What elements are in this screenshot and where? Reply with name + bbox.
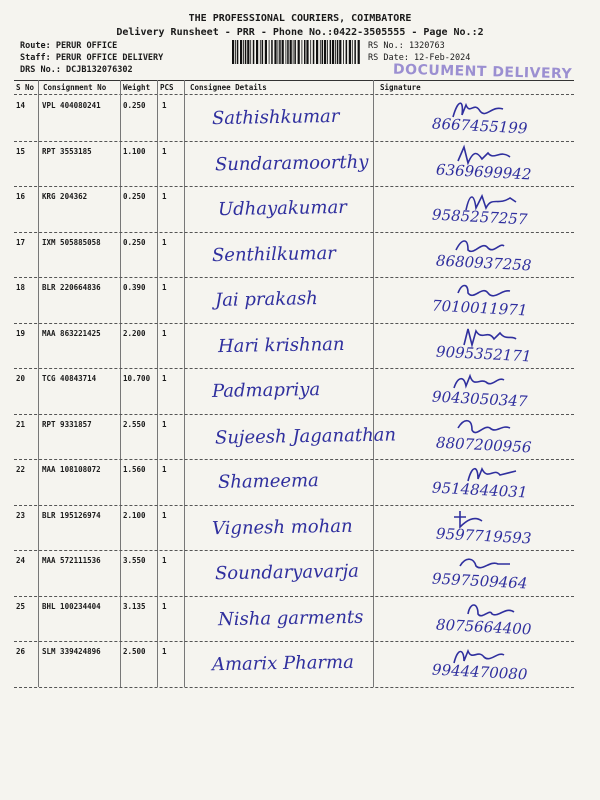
row-consignment-no: MAA 108108072 xyxy=(42,465,101,474)
row-weight: 3.550 xyxy=(123,556,146,565)
row-weight: 2.550 xyxy=(123,419,146,429)
row-weight: 0.250 xyxy=(123,101,146,110)
row-sno: 25 xyxy=(16,601,26,611)
row-pcs: 1 xyxy=(162,328,167,338)
row-pcs: 1 xyxy=(162,465,167,474)
company-title: THE PROFESSIONAL COURIERS, COIMBATORE xyxy=(188,13,412,24)
route-label: Route: PERUR OFFICE xyxy=(20,41,118,51)
row-pcs: 1 xyxy=(162,419,167,429)
row-consignment-no: TCG 40843714 xyxy=(42,374,97,383)
row-consignee-name: Shameema xyxy=(217,470,320,493)
col-header-consignment: Consignment No xyxy=(43,83,107,92)
signature-scribble xyxy=(454,416,514,442)
row-phone: 9944470080 xyxy=(431,660,528,684)
row-divider xyxy=(14,459,574,460)
document-delivery-stamp: DOCUMENT DELIVERY xyxy=(392,61,573,83)
row-weight: 3.135 xyxy=(123,601,146,611)
signature-scribble xyxy=(448,97,508,123)
row-divider xyxy=(14,368,574,369)
staff-label: Staff: PERUR OFFICE DELIVERY xyxy=(20,53,164,63)
row-weight: 0.250 xyxy=(123,192,146,201)
row-divider xyxy=(14,186,574,187)
row-weight: 2.500 xyxy=(123,647,146,656)
row-consignee-name: Soundaryavarja xyxy=(214,560,360,585)
signature-scribble xyxy=(454,143,514,169)
row-consignment-no: BLR 195126974 xyxy=(42,510,101,520)
header-divider xyxy=(14,94,574,95)
row-pcs: 1 xyxy=(162,146,167,156)
row-consignment-no: VPL 404080241 xyxy=(42,101,101,110)
row-divider xyxy=(14,687,574,688)
row-consignment-no: MAA 863221425 xyxy=(42,328,101,338)
row-consignee-name: Udhayakumar xyxy=(217,196,348,221)
row-weight: 1.560 xyxy=(123,465,146,474)
row-divider xyxy=(14,141,574,142)
row-sno: 19 xyxy=(16,328,26,338)
row-consignee-name: Senthilkumar xyxy=(211,242,337,266)
row-pcs: 1 xyxy=(162,283,167,292)
row-consignee-name: Nisha garments xyxy=(217,606,364,630)
row-consignment-no: MAA 572111536 xyxy=(42,556,101,565)
row-phone: 9095352171 xyxy=(435,342,532,365)
row-sno: 20 xyxy=(16,374,26,383)
signature-scribble xyxy=(448,234,508,260)
row-phone: 9043050347 xyxy=(431,387,528,411)
row-consignment-no: BLR 220664836 xyxy=(42,283,101,292)
col-header-weight: Weight xyxy=(123,83,151,92)
row-consignment-no: IXM 505885058 xyxy=(42,237,101,247)
signature-scribble xyxy=(454,279,514,305)
row-pcs: 1 xyxy=(162,601,167,611)
row-sno: 22 xyxy=(16,465,26,474)
row-phone: 9514844031 xyxy=(431,478,528,502)
row-sno: 17 xyxy=(16,237,26,247)
row-phone: 9597509464 xyxy=(431,569,528,593)
row-weight: 2.200 xyxy=(123,328,146,338)
row-divider xyxy=(14,232,574,233)
row-weight: 10.700 xyxy=(123,374,151,383)
row-consignee-name: Amarix Pharma xyxy=(211,651,355,676)
row-consignee-name: Jai prakash xyxy=(214,288,318,311)
row-pcs: 1 xyxy=(162,647,167,656)
row-consignee-name: Sujeesh Jaganathan xyxy=(214,423,397,449)
row-divider xyxy=(14,596,574,597)
col-header-sno: S No xyxy=(16,83,35,92)
row-phone: 8667455199 xyxy=(431,114,528,138)
row-pcs: 1 xyxy=(162,237,167,247)
rs-date: RS Date: 12-Feb-2024 xyxy=(368,53,471,63)
row-sno: 16 xyxy=(16,192,26,201)
row-sno: 26 xyxy=(16,647,26,656)
row-pcs: 1 xyxy=(162,192,167,201)
row-consignment-no: RPT 3553185 xyxy=(42,146,92,156)
row-pcs: 1 xyxy=(162,374,167,383)
row-phone: 8807200956 xyxy=(435,433,532,456)
row-phone: 9597719593 xyxy=(435,524,532,547)
row-phone: 7010011971 xyxy=(431,296,528,320)
table-top-border xyxy=(14,80,574,81)
row-sno: 15 xyxy=(16,146,26,156)
barcode xyxy=(232,40,362,64)
row-pcs: 1 xyxy=(162,101,167,110)
signature-scribble xyxy=(460,188,520,214)
signature-scribble xyxy=(448,507,508,533)
rs-number: RS No.: 1320763 xyxy=(368,41,445,51)
row-pcs: 1 xyxy=(162,556,167,565)
row-divider xyxy=(14,641,574,642)
row-consignee-name: Sundaramoorthy xyxy=(214,151,369,175)
row-phone: 9585257257 xyxy=(431,205,528,229)
signature-scribble xyxy=(448,643,508,669)
row-divider xyxy=(14,550,574,551)
col-header-signature: Signature xyxy=(380,83,421,92)
row-sno: 24 xyxy=(16,556,26,565)
row-consignment-no: SLM 339424896 xyxy=(42,647,101,656)
row-divider xyxy=(14,505,574,506)
row-divider xyxy=(14,323,574,324)
runsheet-title: Delivery Runsheet - PRR - Phone No.:0422-3505555 - Page No.:2 xyxy=(116,27,484,38)
row-consignment-no: RPT 9331857 xyxy=(42,419,92,429)
row-consignee-name: Padmapriya xyxy=(211,379,321,402)
col-header-pcs: PCS xyxy=(160,83,174,92)
row-consignee-name: Sathishkumar xyxy=(211,105,340,130)
row-consignment-no: BHL 100234404 xyxy=(42,601,101,611)
row-weight: 0.390 xyxy=(123,283,146,292)
row-pcs: 1 xyxy=(162,510,167,520)
row-phone: 8680937258 xyxy=(435,251,532,274)
row-divider xyxy=(14,414,574,415)
row-phone: 8075664400 xyxy=(435,615,532,638)
signature-scribble xyxy=(460,325,520,351)
row-divider xyxy=(14,277,574,278)
signature-scribble xyxy=(448,370,508,396)
row-sno: 18 xyxy=(16,283,26,292)
row-weight: 2.100 xyxy=(123,510,146,520)
drs-number: DRS No.: DCJB132076302 xyxy=(20,65,133,75)
row-consignee-name: Vignesh mohan xyxy=(211,515,353,539)
row-consignment-no: KRG 204362 xyxy=(42,192,88,201)
row-phone: 6369699942 xyxy=(435,160,532,183)
signature-scribble xyxy=(460,461,520,487)
row-sno: 23 xyxy=(16,510,26,520)
row-consignee-name: Hari krishnan xyxy=(217,333,345,357)
row-weight: 0.250 xyxy=(123,237,146,247)
signature-scribble xyxy=(454,552,514,578)
signature-scribble xyxy=(460,598,520,624)
col-header-consignee: Consignee Details xyxy=(190,83,267,92)
row-sno: 14 xyxy=(16,101,26,110)
row-weight: 1.100 xyxy=(123,146,146,156)
row-sno: 21 xyxy=(16,419,26,429)
